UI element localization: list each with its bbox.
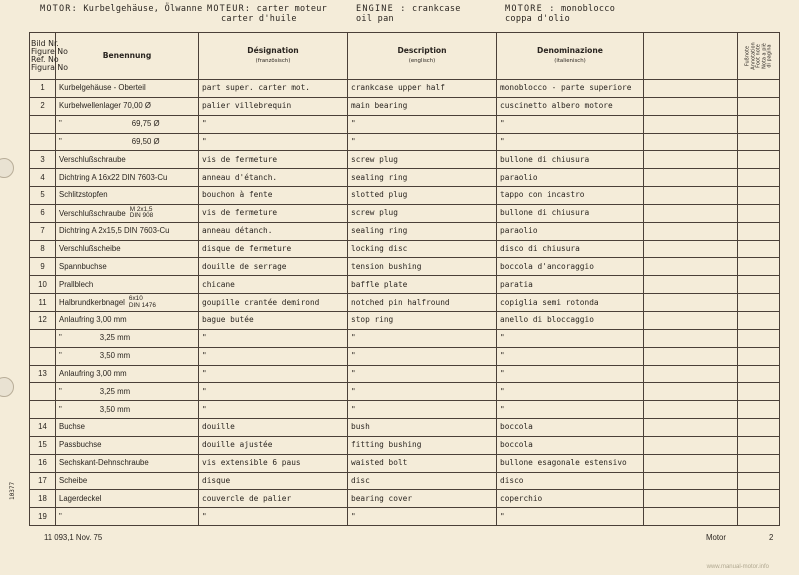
cell-designation: " [199,115,348,133]
cell-blank [644,80,738,98]
cell-blank [644,311,738,329]
cell-ref-no: 11 [30,294,56,312]
cell-description: bush [348,419,497,437]
cell-designation: disque [199,472,348,490]
cell-footnote [738,294,780,312]
table-row [30,419,780,437]
table-row [30,276,780,294]
cell-benennung: Dichtring A 16x22 DIN 7603-Cu [56,169,199,187]
table-row [30,151,780,169]
cell-ref-no: 4 [30,169,56,187]
cell-blank [644,383,738,401]
cell-description: screw plug [348,151,497,169]
cell-blank [644,419,738,437]
table-row [30,365,780,383]
cell-description: " [348,329,497,347]
cell-benennung: Kurbelwellenlager 70,00 Ø [56,97,199,115]
cell-benennung: Lagerdeckel [56,490,199,508]
cell-description: sealing ring [348,222,497,240]
part-spec: 6x10 DIN 1476 [128,294,156,309]
ditto-mark: " [59,136,62,146]
cell-denominazione: " [497,133,644,151]
dimension-value: 3,50 mm [99,351,131,361]
table-row [30,97,780,115]
cell-denominazione: boccola d'ancoraggio [497,258,644,276]
ditto-mark: " [59,119,62,129]
cell-denominazione: " [497,383,644,401]
cell-description: sealing ring [348,169,497,187]
cell-designation: anneau d'étanch. [199,169,348,187]
cell-benennung: Schlitzstopfen [56,187,199,205]
cell-designation: douille de serrage [199,258,348,276]
table-row [30,240,780,258]
cell-footnote [738,436,780,454]
table-row [30,383,780,401]
cell-blank [644,169,738,187]
cell-footnote [738,258,780,276]
cell-blank [644,472,738,490]
cell-ref-no: 8 [30,240,56,258]
cell-denominazione: " [497,401,644,419]
cell-denominazione: " [497,365,644,383]
cell-denominazione: disco di chiusura [497,240,644,258]
cell-denominazione: monoblocco - parte superiore [497,80,644,98]
table-row [30,401,780,419]
col-ref-no: Bild Nr. Figure No Ref. No Figura No [30,33,56,80]
cell-footnote [738,133,780,151]
table-row [30,490,780,508]
cell-designation: " [199,133,348,151]
cell-footnote [738,187,780,205]
col-footnote: Fußnote Annotation Foot note Nota a piè di pagina [738,33,780,80]
cell-footnote [738,115,780,133]
cell-ref-no: 14 [30,419,56,437]
cell-designation: douille [199,419,348,437]
cell-denominazione: bullone di chiusura [497,204,644,222]
table-row [30,222,780,240]
cell-ref-no: 13 [30,365,56,383]
cell-blank [644,258,738,276]
header-motore-value2: coppa d'olio [505,14,571,24]
side-number: 10377 [9,481,16,500]
cell-designation: " [199,508,348,526]
cell-ref-no: 3 [30,151,56,169]
cell-footnote [738,347,780,365]
header-engine [356,4,461,24]
cell-blank [644,347,738,365]
cell-ref-no: 1 [30,80,56,98]
cell-description: stop ring [348,311,497,329]
table-row [30,204,780,222]
cell-blank [644,365,738,383]
cell-ref-no: 16 [30,454,56,472]
cell-ref-no: 17 [30,472,56,490]
cell-designation: " [199,383,348,401]
footer-section: Motor [706,533,726,542]
header-moteur-value1: carter moteur [256,4,328,14]
col-designation: Désignation (französisch) [199,33,348,80]
cell-benennung: Anlaufring 3,00 mm [56,365,199,383]
cell-ref-no: 5 [30,187,56,205]
cell-description: baffle plate [348,276,497,294]
table-row [30,454,780,472]
dimension-value: 3,25 mm [99,333,131,343]
cell-benennung [56,383,199,401]
cell-footnote [738,365,780,383]
cell-benennung [56,115,199,133]
cell-description: crankcase upper half [348,80,497,98]
ditto-mark: " [59,333,62,343]
part-name: Verschlußschraube [59,208,126,218]
cell-designation: palier villebrequin [199,97,348,115]
cell-denominazione: disco [497,472,644,490]
header-motor [40,4,203,14]
cell-blank [644,276,738,294]
header-engine-label: ENGINE : [356,4,407,14]
footer-page: 2 [769,533,774,542]
dimension-value: 3,50 mm [99,404,131,414]
cell-ref-no: 18 [30,490,56,508]
cell-footnote [738,311,780,329]
cell-benennung: Spannbuchse [56,258,199,276]
cell-benennung [56,204,199,222]
col-denominazione: Denominazione (italienisch) [497,33,644,80]
ditto-mark: " [59,386,62,396]
cell-designation: bouchon à fente [199,187,348,205]
table-row [30,258,780,276]
cell-designation: " [199,365,348,383]
cell-designation: vis de fermeture [199,151,348,169]
cell-ref-no [30,347,56,365]
cell-footnote [738,276,780,294]
cell-benennung [56,133,199,151]
header-motor-value: Kurbelgehäuse, Ölwanne [83,4,203,14]
cell-blank [644,490,738,508]
ditto-mark: " [59,404,62,414]
cell-benennung: Prallblech [56,276,199,294]
cell-ref-no: 15 [30,436,56,454]
dimension-value: 69,50 Ø [131,136,160,146]
cell-description: bearing cover [348,490,497,508]
cell-blank [644,329,738,347]
table-row [30,80,780,98]
cell-benennung: Verschlußscheibe [56,240,199,258]
cell-ref-no: 12 [30,311,56,329]
cell-description: " [348,401,497,419]
cell-denominazione: boccola [497,436,644,454]
footer-code: 11 093,1 Nov. 75 [44,533,103,542]
col-benennung: Benennung [56,33,199,80]
table-row [30,311,780,329]
header-motore-label: MOTORE : [505,4,556,14]
cell-blank [644,240,738,258]
cell-designation: anneau détanch. [199,222,348,240]
cell-description: disc [348,472,497,490]
cell-description: " [348,133,497,151]
cell-denominazione: cuscinetto albero motore [497,97,644,115]
cell-footnote [738,329,780,347]
cell-footnote [738,151,780,169]
cell-benennung [56,329,199,347]
cell-benennung: Buchse [56,419,199,437]
cell-blank [644,204,738,222]
col-description: Description (englisch) [348,33,497,80]
cell-benennung: " [56,508,199,526]
cell-blank [644,401,738,419]
cell-denominazione: copiglia semi rotonda [497,294,644,312]
cell-footnote [738,204,780,222]
cell-footnote [738,240,780,258]
table-row [30,294,780,312]
cell-benennung: Sechskant-Dehnschraube [56,454,199,472]
cell-footnote [738,401,780,419]
header-moteur-value2: carter d'huile [221,14,297,24]
header-motor-label: MOTOR: [40,4,78,14]
header-motore [505,4,615,24]
cell-footnote [738,97,780,115]
parts-table [29,32,780,526]
dimension-value: 3,25 mm [99,386,131,396]
cell-description: screw plug [348,204,497,222]
cell-denominazione: paraolio [497,169,644,187]
cell-denominazione: tappo con incastro [497,187,644,205]
cell-ref-no: 2 [30,97,56,115]
part-spec: M 2x1,5 DIN 908 [129,205,154,220]
cell-denominazione: bullone di chiusura [497,151,644,169]
cell-ref-no [30,401,56,419]
cell-blank [644,222,738,240]
table-row [30,133,780,151]
cell-blank [644,97,738,115]
cell-benennung: Kurbelgehäuse - Oberteil [56,80,199,98]
cell-description: " [348,347,497,365]
table-header-row [30,33,780,80]
watermark: www.manual-motor.info [706,564,769,570]
cell-designation: douille ajustée [199,436,348,454]
cell-blank [644,508,738,526]
cell-benennung: Anlaufring 3,00 mm [56,311,199,329]
col-blank [644,33,738,80]
cell-description: " [348,508,497,526]
cell-footnote [738,508,780,526]
cell-ref-no [30,383,56,401]
cell-ref-no: 6 [30,204,56,222]
table-row [30,115,780,133]
dimension-value: 69,75 Ø [131,119,160,129]
table-row [30,508,780,526]
cell-designation: " [199,329,348,347]
cell-designation: chicane [199,276,348,294]
cell-designation: vis extensible 6 paus [199,454,348,472]
cell-denominazione: coperchio [497,490,644,508]
cell-designation: " [199,401,348,419]
cell-denominazione: anello di bloccaggio [497,311,644,329]
table-row [30,187,780,205]
cell-blank [644,294,738,312]
cell-benennung: Dichtring A 2x15,5 DIN 7603-Cu [56,222,199,240]
header-moteur [207,4,327,24]
header-engine-value2: oil pan [356,14,394,24]
cell-description: " [348,365,497,383]
table-row [30,436,780,454]
cell-footnote [738,419,780,437]
cell-designation: disque de fermeture [199,240,348,258]
cell-blank [644,115,738,133]
cell-denominazione: " [497,329,644,347]
cell-benennung [56,401,199,419]
cell-description: waisted bolt [348,454,497,472]
cell-denominazione: boccola [497,419,644,437]
table-row [30,472,780,490]
cell-ref-no: 9 [30,258,56,276]
cell-description: " [348,383,497,401]
punch-hole-top [0,158,14,178]
cell-blank [644,151,738,169]
cell-blank [644,436,738,454]
cell-footnote [738,80,780,98]
punch-hole-bottom [0,377,14,397]
cell-description: tension bushing [348,258,497,276]
part-name: Halbrundkerbnagel [59,297,125,307]
ditto-mark: " [59,351,62,361]
cell-benennung: Scheibe [56,472,199,490]
cell-description: fitting bushing [348,436,497,454]
table-row [30,169,780,187]
cell-description: " [348,115,497,133]
cell-designation: bague butée [199,311,348,329]
table-row [30,347,780,365]
header-moteur-label: MOTEUR: [207,4,252,14]
cell-footnote [738,490,780,508]
cell-designation: couvercle de palier [199,490,348,508]
cell-footnote [738,472,780,490]
table-row [30,329,780,347]
cell-denominazione: paraolio [497,222,644,240]
header-motore-value1: monoblocco [560,4,616,14]
cell-description: slotted plug [348,187,497,205]
cell-benennung [56,347,199,365]
cell-ref-no: 10 [30,276,56,294]
cell-denominazione: paratia [497,276,644,294]
cell-ref-no [30,329,56,347]
cell-designation: vis de fermeture [199,204,348,222]
cell-ref-no [30,115,56,133]
cell-description: locking disc [348,240,497,258]
cell-description: main bearing [348,97,497,115]
cell-designation: part super. carter mot. [199,80,348,98]
cell-benennung: Passbuchse [56,436,199,454]
cell-footnote [738,222,780,240]
cell-denominazione: bullone esagonale estensivo [497,454,644,472]
cell-denominazione: " [497,347,644,365]
cell-footnote [738,169,780,187]
cell-blank [644,454,738,472]
header-engine-value1: crankcase [411,4,461,14]
cell-designation: " [199,347,348,365]
cell-benennung: Verschlußschraube [56,151,199,169]
cell-blank [644,187,738,205]
cell-designation: goupille crantée demirond [199,294,348,312]
cell-description: notched pin halfround [348,294,497,312]
cell-blank [644,133,738,151]
cell-ref-no: 7 [30,222,56,240]
cell-benennung [56,294,199,312]
cell-denominazione: " [497,115,644,133]
cell-ref-no: 19 [30,508,56,526]
cell-denominazione: " [497,508,644,526]
cell-ref-no [30,133,56,151]
cell-footnote [738,383,780,401]
cell-footnote [738,454,780,472]
